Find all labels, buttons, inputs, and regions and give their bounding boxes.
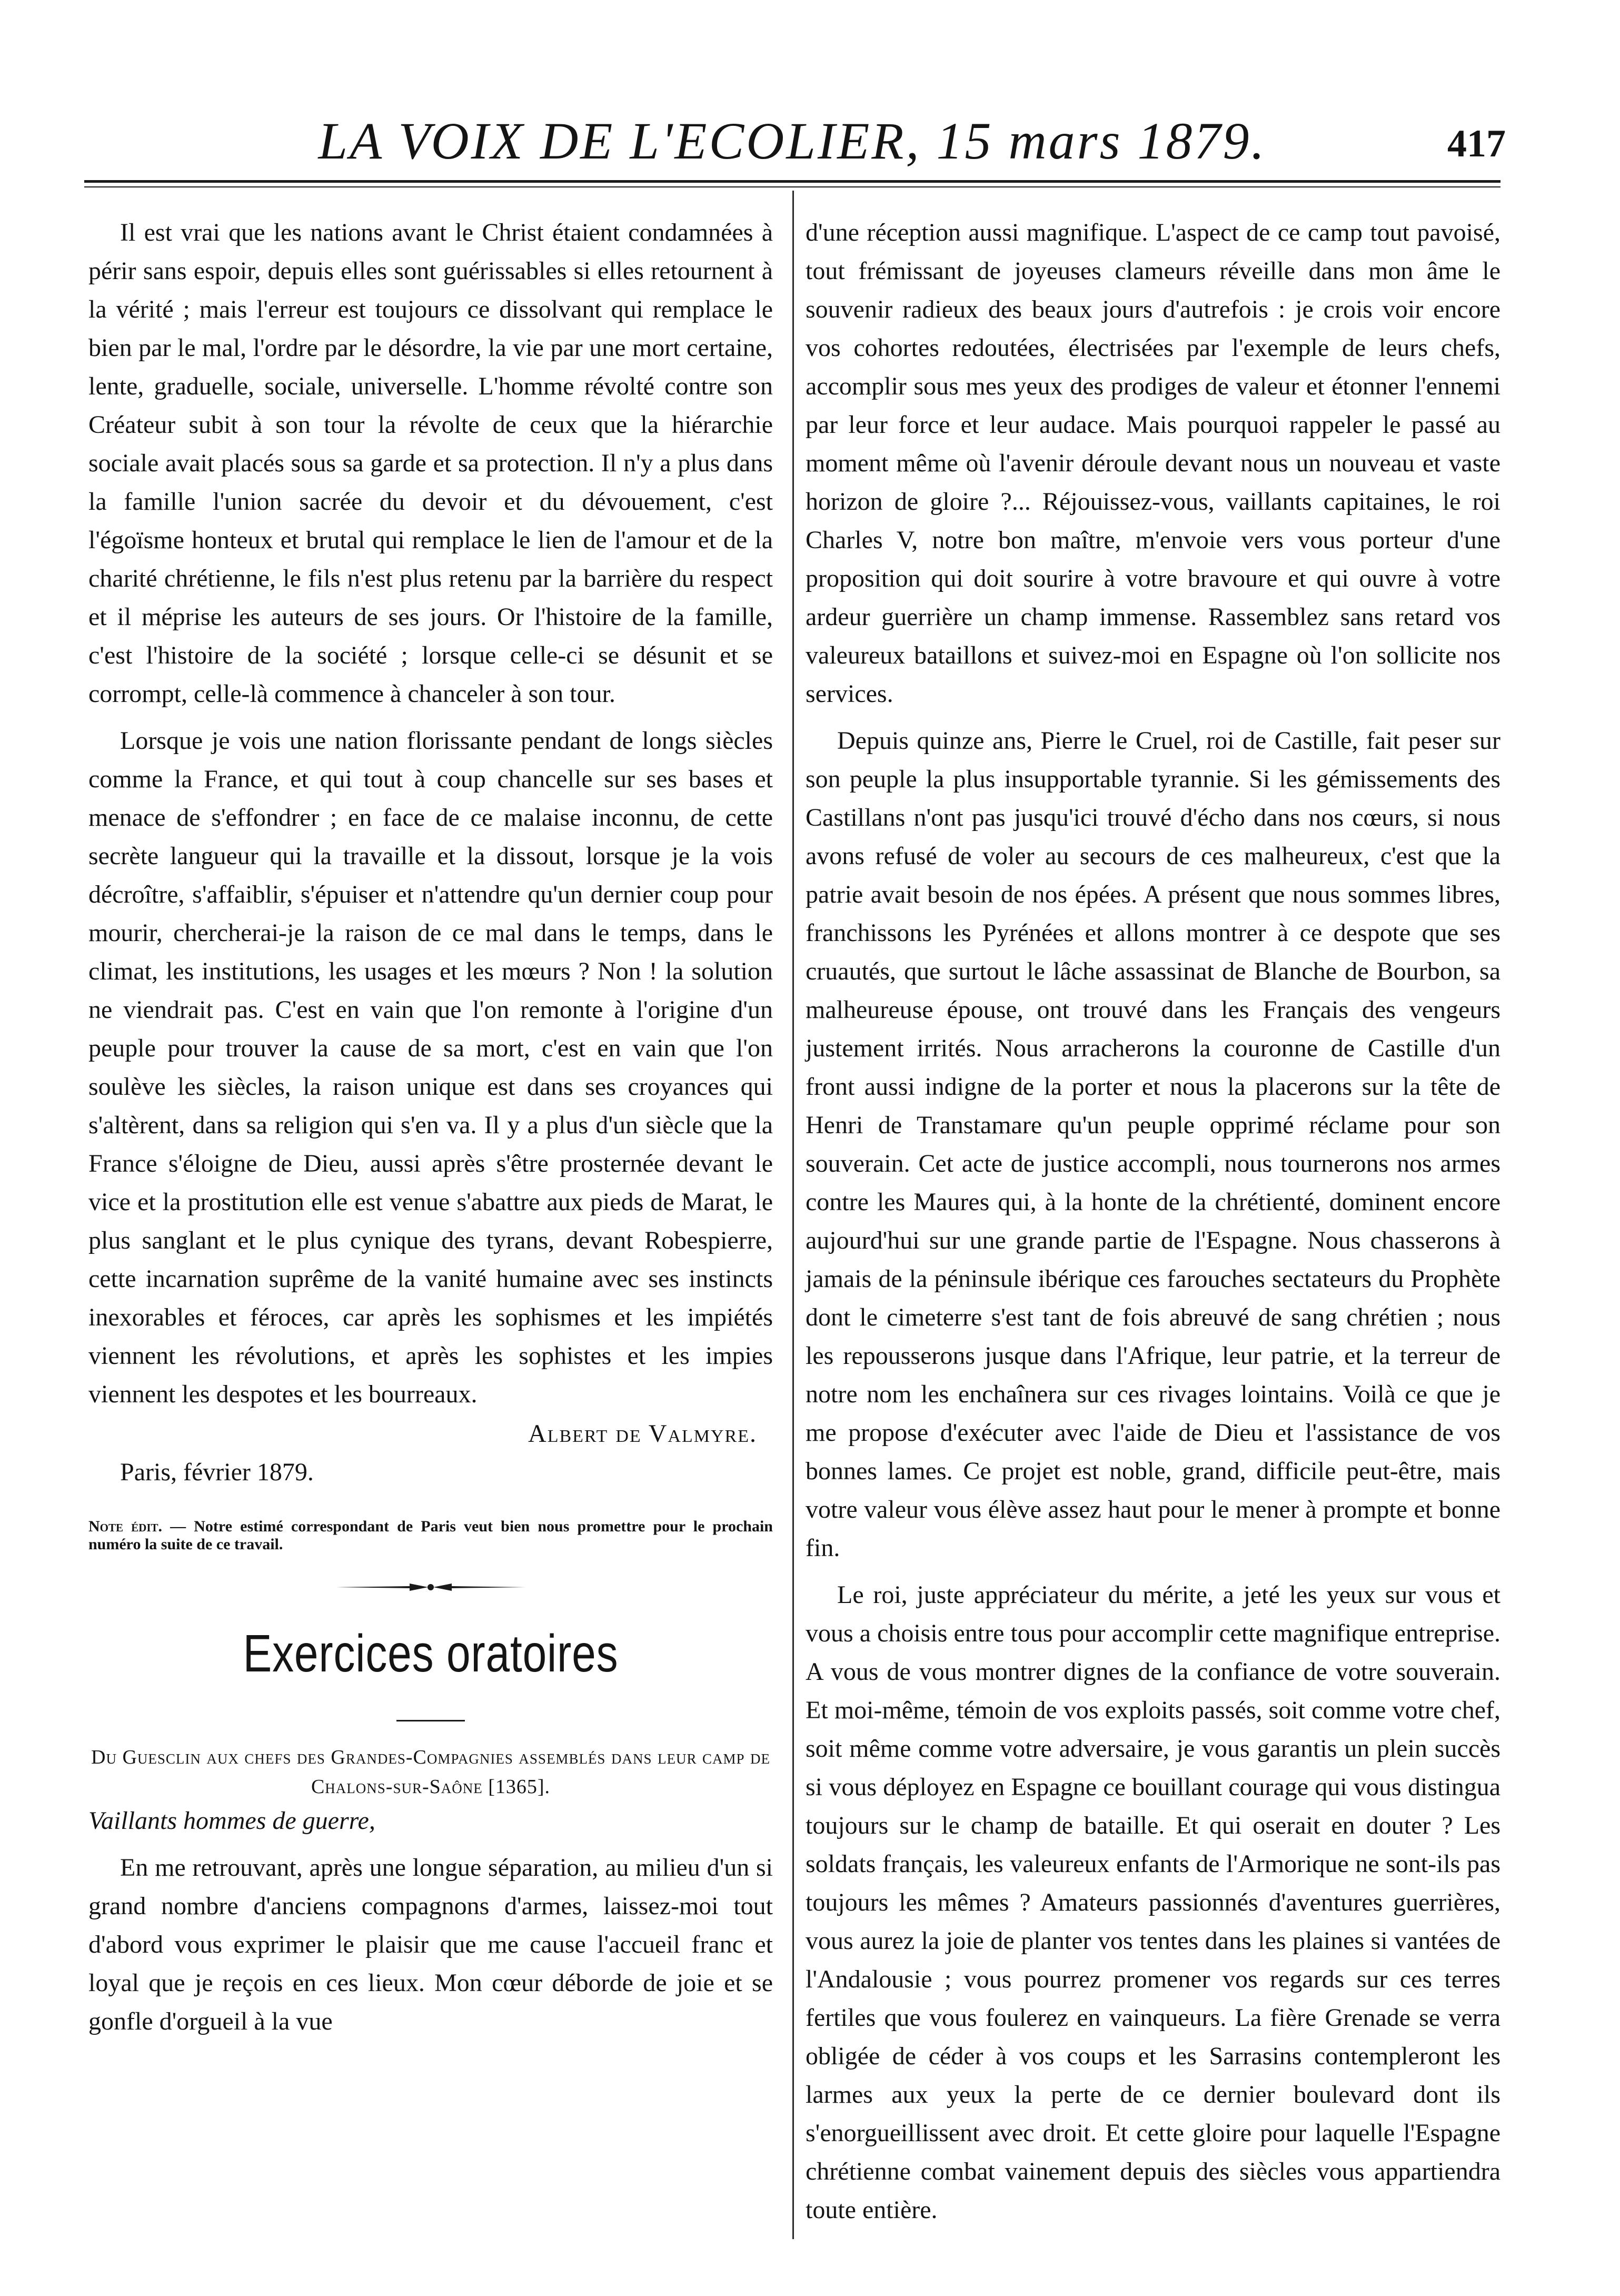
author-signature: Albert de Valmyre.	[528, 1420, 757, 1448]
header-rule	[84, 180, 1500, 183]
editor-note-label: Note édit.	[88, 1518, 162, 1535]
left-column	[88, 213, 773, 2041]
right-column	[806, 213, 1500, 2229]
article-paragraph: En me retrouvant, après une longue séparation, au milieu d'un si grand nombre d'anciens compagnons d'armes, laissez-moi tout d'abord vous exprimer le plaisir que me cause l'accueil franc et loyal que je reçois en ces lieux. Mon cœur déborde de joie et se gonfle d'orgueil à la vue	[88, 1854, 773, 2035]
masthead	[84, 112, 1506, 189]
article-paragraph: Depuis quinze ans, Pierre le Cruel, roi de Castille, fait peser sur son peuple la plus insupportable tyrannie. Si les gémissements des Castillans n'ont pas jusqu'ici trouvé d'écho dans nos cœurs, si nous avons refusé de voler au secours de ces malheureux, c'est que la patrie avait besoin de nos épées. A présent que nous sommes libres, franchissons les Pyrénées et allons montrer à ce despote que ses cruautés, que surtout le lâche assassinat de Blanche de Bourbon, sa malheureuse épouse, ont trouvé dans les Français des vengeurs justement irrités. Nous arracherons la couronne de Castille d'un front aussi indigne de la porter et nous la placerons sur la tête de Henri de Transtamare qu'un peuple opprimé réclame pour son souverain. Cet acte de justice accompli, nous tournerons nos armes contre les Maures qui, à la honte de la chrétienté, dominent encore aujourd'hui sur une grande partie de l'Espagne. Nous chasserons à jamais de la péninsule ibérique ces farouches sectateurs du Prophète dont le cimeterre s'est tant de fois abreuvé de sang chrétien ; nous les repousserons jusque dans l'Afrique, leur patrie, et la terreur de notre nom les enchaînera sur ces rivages lointains. Voilà ce que je me propose d'exécuter avec l'aide de Dieu et l'assistance de vos bonnes lames. Ce projet est noble, grand, difficile peut-être, mais votre valeur vous élève assez haut pour le mener à prompte et bonne fin.	[806, 727, 1500, 1562]
article-paragraph: Le roi, juste appréciateur du mérite, a jeté les yeux sur vous et vous a choisis entre tous pour accomplir cette magnifique entreprise. A vous de vous montrer dignes de la confiance de votre souverain. Et moi-même, témoin de vos exploits passés, soit comme votre chef, soit même comme votre adversaire, je vous garantis un plein succès si vous déployez en Espagne ce bouillant courage qui vous distingua toujours sur le champ de bataille. Et qui oserait en douter ? Les soldats français, les valeureux enfants de l'Armorique ne sont-ils pas toujours les mêmes ? Amateurs passionnés d'aventures guerrières, vous aurez la joie de planter vos tentes dans les plaines si vantées de l'Andalousie ; vous pourrez promener vos regards sur ces terres fertiles que vous foulerez en vainqueurs. La fière Grenade se verra obligée de céder à vos coups et les Sarrasins contempleront les larmes aux yeux la perte de ce dernier boulevard dont ils s'enorgueillissent avec droit. Et cette gloire pour laquelle l'Espagne chrétienne combat vainement depuis des siècles vous appartiendra toute entière.	[806, 1581, 1500, 2224]
article-paragraph: Lorsque je vois une nation florissante pendant de longs siècles comme la France, et qui tout à coup chancelle sur ses bases et menace de s'effondrer ; en face de ce malaise inconnu, de cette secrète langueur qui la travaille et la dissout, lorsque je la vois décroître, s'affaiblir, s'épuiser et n'attendre qu'un dernier coup pour mourir, chercherai-je la raison de ce mal dans le temps, dans le climat, les institutions, les usages et les mœurs ? Non ! la solution ne viendrait pas. C'est en vain que l'on remonte à l'origine d'un peuple pour trouver la cause de sa mort, c'est en vain que l'on soulève les siècles, la raison unique est dans ses croyances qui s'altèrent, dans sa religion qui s'en va. Il y a plus d'un siècle que la France s'éloigne de Dieu, aussi après s'être prosternée devant le vice et la prostitution elle est venue s'abattre aux pieds de Marat, le plus sanglant et le plus cynique des tyrans, devant Robespierre, cette incarnation suprême de la vanité humaine avec ses instincts inexorables et féroces, car après les sophismes et les impiétés viennent les révolutions, et après les sophistes et les impies viennent les despotes et les bourreaux.	[88, 727, 773, 1408]
article-paragraph: Il est vrai que les nations avant le Christ étaient condamnées à périr sans espoir, depuis elles sont guérissables si elles retournent à la vérité ; mais l'erreur est toujours ce dissolvant qui remplace le bien par le mal, l'ordre par le désordre, la vie par une mort certaine, lente, graduelle, sociale, universelle. L'homme révolté contre son Créateur subit à son tour la révolte de ceux que la hiérarchie sociale avait placés sous sa garde et sa protection. Il n'y a plus dans la famille l'union sacrée du devoir et du dévouement, c'est l'égoïsme honteux et brutal qui remplace le lien de l'amour et de la charité chrétienne, le fils n'est plus retenu par la barrière du respect et il méprise les auteurs de ses jours. Or l'histoire de la famille, c'est l'histoire de la société ; lorsque celle-ci se désunit et se corrompt, celle-là commence à chanceler à son tour.	[88, 219, 773, 708]
dateline: Paris, février 1879.	[120, 1458, 314, 1486]
page-number: 417	[1447, 122, 1506, 165]
section-rule	[396, 1720, 465, 1721]
ornament-divider	[336, 1581, 525, 1594]
header-rule-thin	[84, 186, 1500, 187]
salutation: Vaillants hommes de guerre,	[88, 1807, 375, 1835]
masthead-title: LA VOIX DE L'ECOLIER, 15 mars 1879.	[318, 112, 1267, 170]
editor-note-text: — Notre estimé correspondant de Paris veut bien nous promettre pour le prochain numéro la suite de ce travail.	[88, 1518, 773, 1553]
speech-subtitle: Du Guesclin aux chefs des Grandes-Compagnies assemblés dans leur camp de Chalons-sur-Saône [1365].	[91, 1746, 770, 1798]
article-paragraph: d'une réception aussi magnifique. L'aspect de ce camp tout pavoisé, tout frémissant de joyeuses clameurs réveille dans mon âme le souvenir radieux des beaux jours d'autrefois : je crois voir encore vos cohortes redoutées, électrisées par l'exemple de leurs chefs, accomplir sous mes yeux des prodiges de valeur et étonner l'ennemi par leur force et leur audace. Mais pourquoi rappeler le passé au moment même où l'avenir déroule devant nous un nouveau et vaste horizon de gloire ?... Réjouissez-vous, vaillants capitaines, le roi Charles V, notre bon maître, m'envoie vers vous porteur d'une proposition qui doit sourire à votre bravoure et qui ouvre à votre ardeur guerrière un champ immense. Rassemblez sans retard vos valeureux bataillons et suivez-moi en Espagne où l'on sollicite nos services.	[806, 219, 1500, 708]
editor-note	[88, 1518, 773, 1553]
section-title: Exercices oratoires	[243, 1624, 619, 1683]
column-divider	[792, 191, 794, 2239]
